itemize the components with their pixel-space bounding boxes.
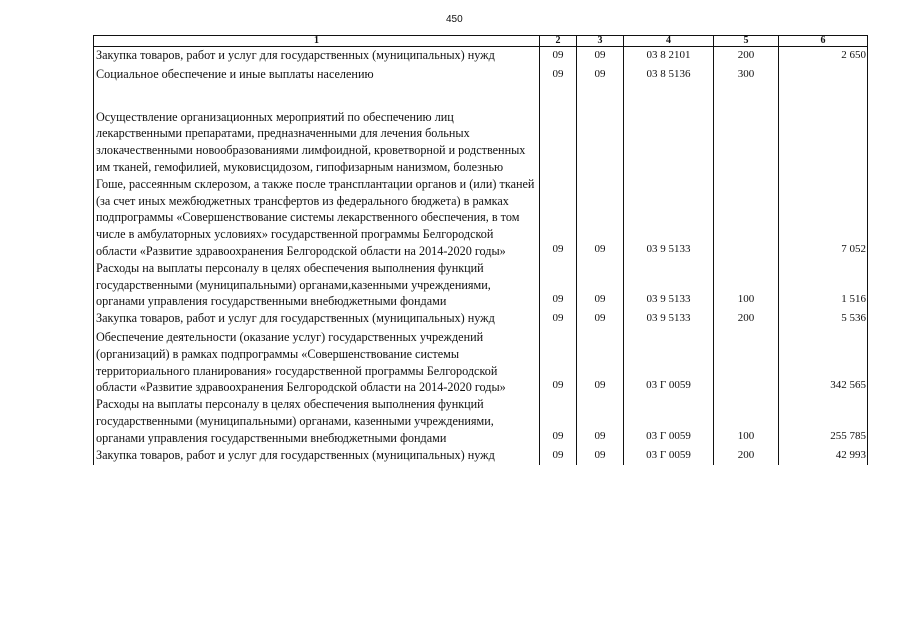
page-number: 450 (446, 14, 463, 25)
row-expense-type: 200 (714, 447, 779, 466)
row-name: Осуществление организационных мероприятий по обеспечению лиц лекарственными препаратами, предназначенными для лечения больных злокачественными новообразованиями лимфоидной, кроветворной и родственных им тканей, гемофилией, муковисцидозом, гипофизарным нанизмом, болезнью Гоше, рассеянным склерозом, а также после трансплантации органов и (или) тканей (за счет иных межбюджетных трансфертов из федерального бюджета) в рамках подпрограммы «Совершенствование системы лекарственного обеспечения, в том числе в амбулаторных условиях» государственной программы Белгородской области «Развитие здравоохранения Белгородской области на 2014-2020 годы» (94, 85, 540, 260)
row-section-code: 09 (540, 447, 577, 466)
row-amount: 342 565 (779, 329, 868, 396)
row-target-code: 03 Г 0059 (624, 329, 714, 396)
row-target-code: 03 9 5133 (624, 85, 714, 260)
row-expense-type (714, 85, 779, 260)
column-header: 4 (624, 36, 714, 47)
column-header: 5 (714, 36, 779, 47)
row-subsection-code: 09 (577, 396, 624, 446)
row-amount: 2 650 (779, 47, 868, 66)
row-amount: 5 536 (779, 310, 868, 329)
budget-table (93, 35, 868, 465)
row-amount (779, 66, 868, 85)
row-expense-type: 200 (714, 310, 779, 329)
row-name: Расходы на выплаты персоналу в целях обеспечения выполнения функций государственными (муниципальными) органами, казенными учреждениями, органами управления государственными внебюджетными фондами (94, 396, 540, 446)
row-section-code: 09 (540, 396, 577, 446)
table-row (94, 396, 868, 446)
table-header-row (94, 36, 868, 47)
row-target-code: 03 9 5133 (624, 310, 714, 329)
table-row (94, 447, 868, 466)
column-header: 2 (540, 36, 577, 47)
row-expense-type: 100 (714, 260, 779, 310)
row-expense-type: 100 (714, 396, 779, 446)
table-row (94, 310, 868, 329)
row-section-code: 09 (540, 329, 577, 396)
row-section-code: 09 (540, 85, 577, 260)
row-section-code: 09 (540, 260, 577, 310)
row-name: Социальное обеспечение и иные выплаты населению (94, 66, 540, 85)
row-name: Расходы на выплаты персоналу в целях обеспечения выполнения функций государственными (муниципальными) органами,казенными учреждениями, органами управления государственными внебюджетными фондами (94, 260, 540, 310)
row-target-code: 03 8 5136 (624, 66, 714, 85)
row-target-code: 03 9 5133 (624, 260, 714, 310)
row-name: Закупка товаров, работ и услуг для государственных (муниципальных) нужд (94, 310, 540, 329)
row-amount: 42 993 (779, 447, 868, 466)
row-target-code: 03 Г 0059 (624, 396, 714, 446)
table-row (94, 47, 868, 66)
row-expense-type: 300 (714, 66, 779, 85)
row-target-code: 03 Г 0059 (624, 447, 714, 466)
table-row (94, 260, 868, 310)
row-section-code: 09 (540, 47, 577, 66)
row-subsection-code: 09 (577, 260, 624, 310)
column-header: 6 (779, 36, 868, 47)
row-subsection-code: 09 (577, 329, 624, 396)
row-amount: 1 516 (779, 260, 868, 310)
row-subsection-code: 09 (577, 310, 624, 329)
row-subsection-code: 09 (577, 447, 624, 466)
row-section-code: 09 (540, 66, 577, 85)
table-row (94, 85, 868, 260)
row-amount: 7 052 (779, 85, 868, 260)
row-expense-type: 200 (714, 47, 779, 66)
row-amount: 255 785 (779, 396, 868, 446)
row-section-code: 09 (540, 310, 577, 329)
row-subsection-code: 09 (577, 47, 624, 66)
row-subsection-code: 09 (577, 85, 624, 260)
row-name: Закупка товаров, работ и услуг для государственных (муниципальных) нужд (94, 447, 540, 466)
row-expense-type (714, 329, 779, 396)
column-header: 1 (94, 36, 540, 47)
table-row (94, 329, 868, 396)
table-row (94, 66, 868, 85)
row-subsection-code: 09 (577, 66, 624, 85)
column-header: 3 (577, 36, 624, 47)
row-name: Обеспечение деятельности (оказание услуг) государственных учреждений (организаций) в рамках подпрограммы «Совершенствование системы территориального планирования» государственной программы Белгородской области «Развитие здравоохранения Белгородской области на 2014-2020 годы» (94, 329, 540, 396)
row-target-code: 03 8 2101 (624, 47, 714, 66)
row-name: Закупка товаров, работ и услуг для государственных (муниципальных) нужд (94, 47, 540, 66)
